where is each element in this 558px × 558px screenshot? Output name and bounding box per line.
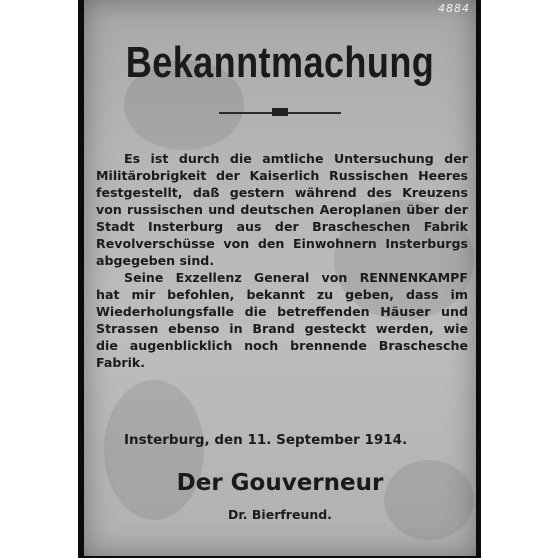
signer-name: Dr. Bierfreund.: [228, 507, 332, 522]
body-line: Strassen ebenso in Brand gesteckt werden, wie: [96, 321, 468, 336]
body-line: abgegeben sind.: [96, 253, 215, 268]
body-line: Militärobrigkeit der Kaiserlich Russischen Heeres: [96, 168, 468, 183]
body-line: Stadt Insterburg aus der Brascheschen Fabrik: [96, 219, 468, 234]
body-line: Es ist durch die amtliche Untersuchung der: [124, 151, 468, 166]
place-date: Insterburg, den 11. September 1914.: [124, 432, 408, 448]
body-line: Fabrik.: [96, 355, 146, 370]
proclamation-body: [96, 150, 468, 371]
body-line: die augenblicklich noch brennende Braschesche: [96, 338, 468, 353]
title-rule-ornament: [272, 108, 288, 116]
body-line: hat mir befohlen, bekannt zu geben, dass im: [96, 287, 468, 302]
body-line: Revolverschüsse von den Einwohnern Insterburgs: [96, 236, 468, 251]
body-line: Wiederholungsfalle die betreffenden Häuser und: [96, 304, 468, 319]
proclamation-poster: [84, 0, 476, 556]
catalog-mark: 4884: [438, 2, 470, 15]
body-line: von russischen und deutschen Aeroplanen über der: [96, 202, 468, 217]
body-line: festgestellt, daß gestern während des Kreuzens: [96, 185, 468, 200]
poster-title: Bekanntmachung: [125, 38, 435, 87]
body-line: Seine Exzellenz General von RENNENKAMPF: [124, 270, 468, 285]
signatory-title: Der Gouverneur: [176, 470, 384, 496]
